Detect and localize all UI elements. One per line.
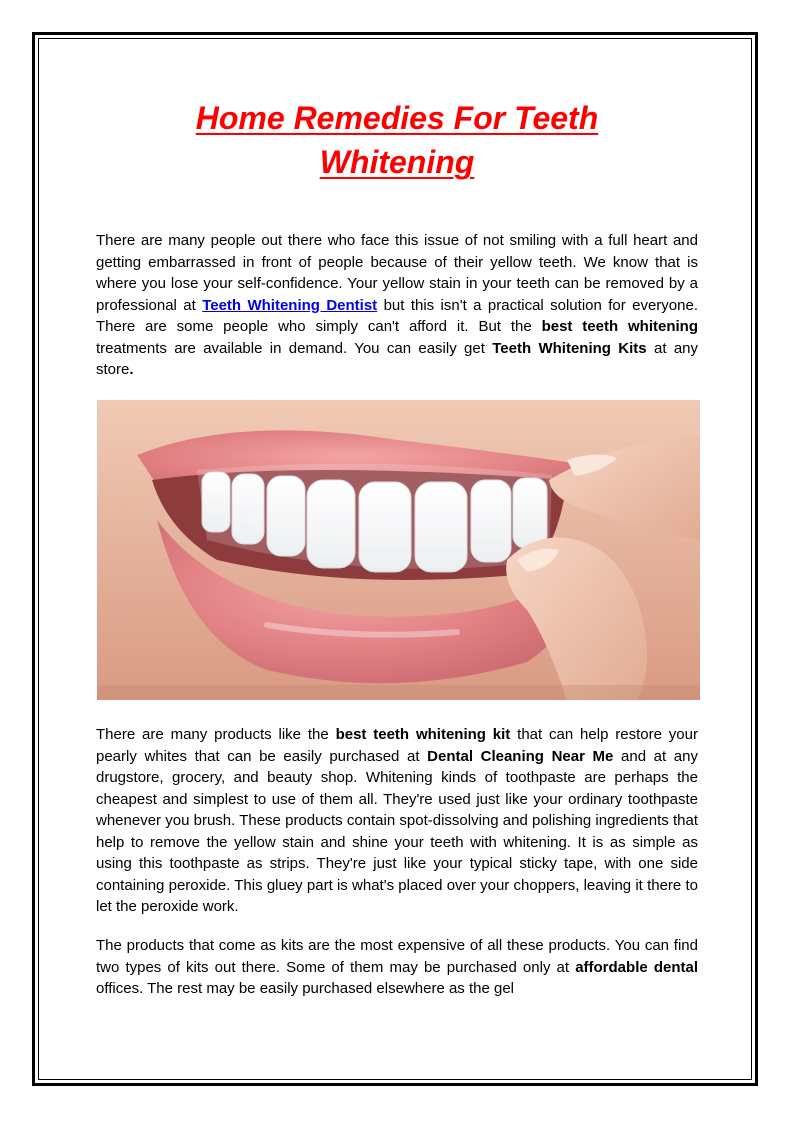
paragraph-products: [96, 724, 698, 918]
teeth-whitening-dentist-link[interactable]: Teeth Whitening Dentist: [202, 296, 378, 314]
p2-text-3: and at any drugstore, grocery, and beauty shop. Whitening kinds of toothpaste are perhaps the cheapest and simplest to use of them all. They're used just like your ordinary toothpaste whenever you brush. These products contain spot-dissolving and polishing ingredients that help to remove the yellow stain and shine your teeth with whitening. It is as simple as using this toothpaste as strips. They're just like your typical sticky tape, with one side containing peroxide. This gluey part is what's placed over your choppers, leaving it there to let the peroxide work.: [96, 747, 698, 915]
p1-text-2: but this isn't a practical solution for everyone. There are some people who simply can't afford it. But the: [96, 296, 698, 335]
p1-bold-3: .: [129, 361, 134, 378]
title-line-1: Home Remedies For Teeth: [195, 100, 599, 136]
title-line-2: Whitening: [319, 144, 475, 180]
page-title: [96, 96, 698, 184]
paragraph-intro: [96, 230, 698, 381]
paragraph-kits: [96, 935, 698, 1000]
p3-bold-1: affordable dental: [575, 958, 698, 976]
p2-bold-2: Dental Cleaning Near Me: [427, 747, 614, 765]
p2-text-1: There are many products like the: [96, 726, 336, 743]
p2-bold-1: best teeth whitening kit: [335, 726, 511, 743]
p3-text-1: The products that come as kits are the most expensive of all these products. You can find two types of kits out there. Some of them may be purchased only at: [96, 937, 698, 976]
p1-bold-1: best teeth whitening: [541, 318, 698, 335]
p1-text-1: There are many people out there who face this issue of not smiling with a full heart and getting embarrassed in front of people because of their yellow teeth. We know that is where you lose your self-confidence. Your yellow stain in your teeth can be removed by a professional at: [96, 232, 698, 314]
p3-text-2: offices. The rest may be easily purchased elsewhere as the gel: [96, 980, 515, 997]
p1-text-3: treatments are available in demand. You can easily get: [96, 339, 493, 357]
teeth-aligner-photo: [97, 400, 700, 700]
p1-text-4: at any store: [96, 339, 699, 378]
p2-text-2: that can help restore your pearly whites that can be easily purchased at: [96, 726, 698, 765]
p1-bold-2: Teeth Whitening Kits: [492, 339, 647, 357]
